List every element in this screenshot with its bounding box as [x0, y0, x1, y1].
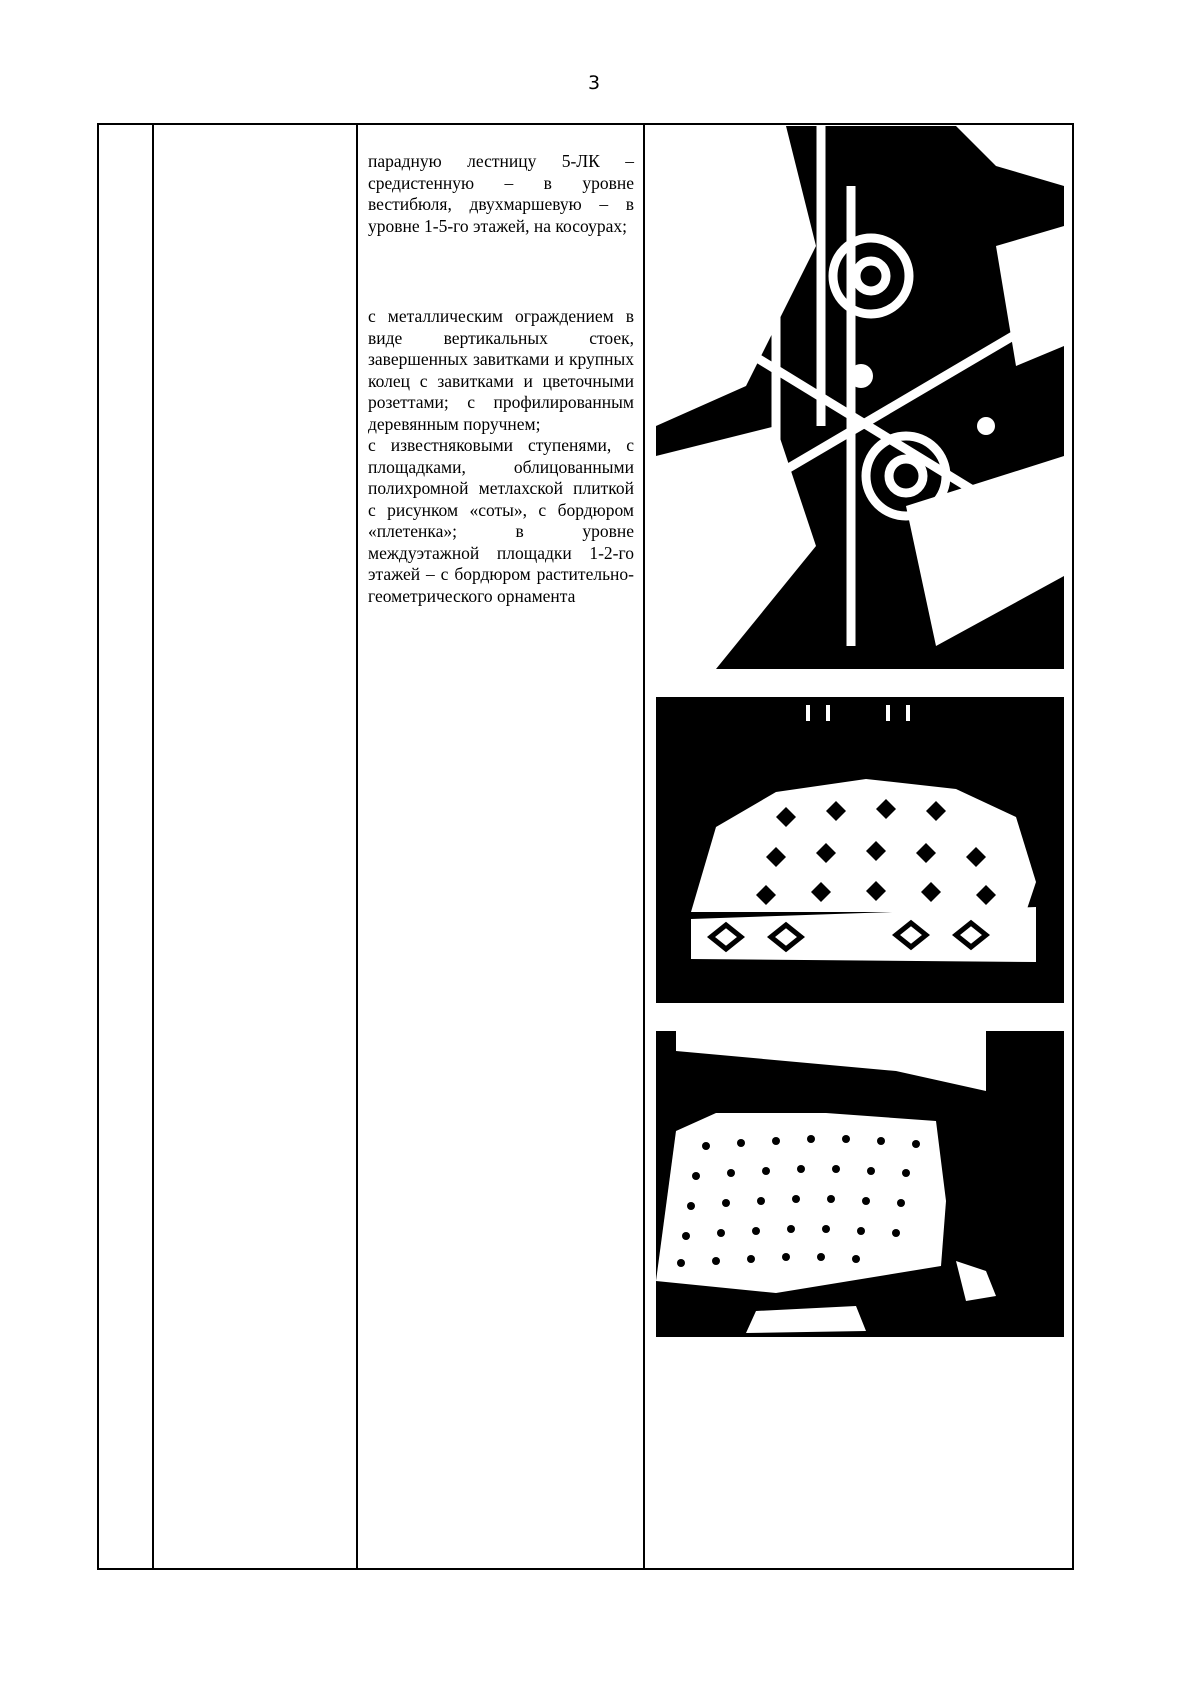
paragraph-staircase: парадную лестницу 5-ЛК – средистенную – в уровне вестибюля, двухмаршевую – в уровне 1-5-го этажей, на косоурах; — [368, 151, 634, 236]
page-number: 3 — [587, 72, 601, 94]
column-divider-2 — [356, 125, 358, 1568]
column-divider-3 — [643, 125, 645, 1568]
paragraph-steps: с известняковыми ступенями, с площадками, облицованными полихромной метлахской плиткой с рисунком «соты», с бордюром «плетенка»; в уровне междуэтажной площадки 1-2-го этажей – с бордюром растительно-геометрического орнамента — [368, 435, 634, 606]
landing-tile-border-photo — [656, 697, 1064, 1003]
staircase-railing-photo — [656, 126, 1064, 669]
column-divider-1 — [152, 125, 154, 1568]
paragraph-railing: с металлическим ограждением в виде вертикальных стоек, завершенных завитками и крупных колец с завитками и цветочными розеттами; с профилированным деревянным поручнем; — [368, 306, 634, 434]
landing-tile-floor-photo — [656, 1031, 1064, 1337]
description-cell — [368, 151, 634, 607]
